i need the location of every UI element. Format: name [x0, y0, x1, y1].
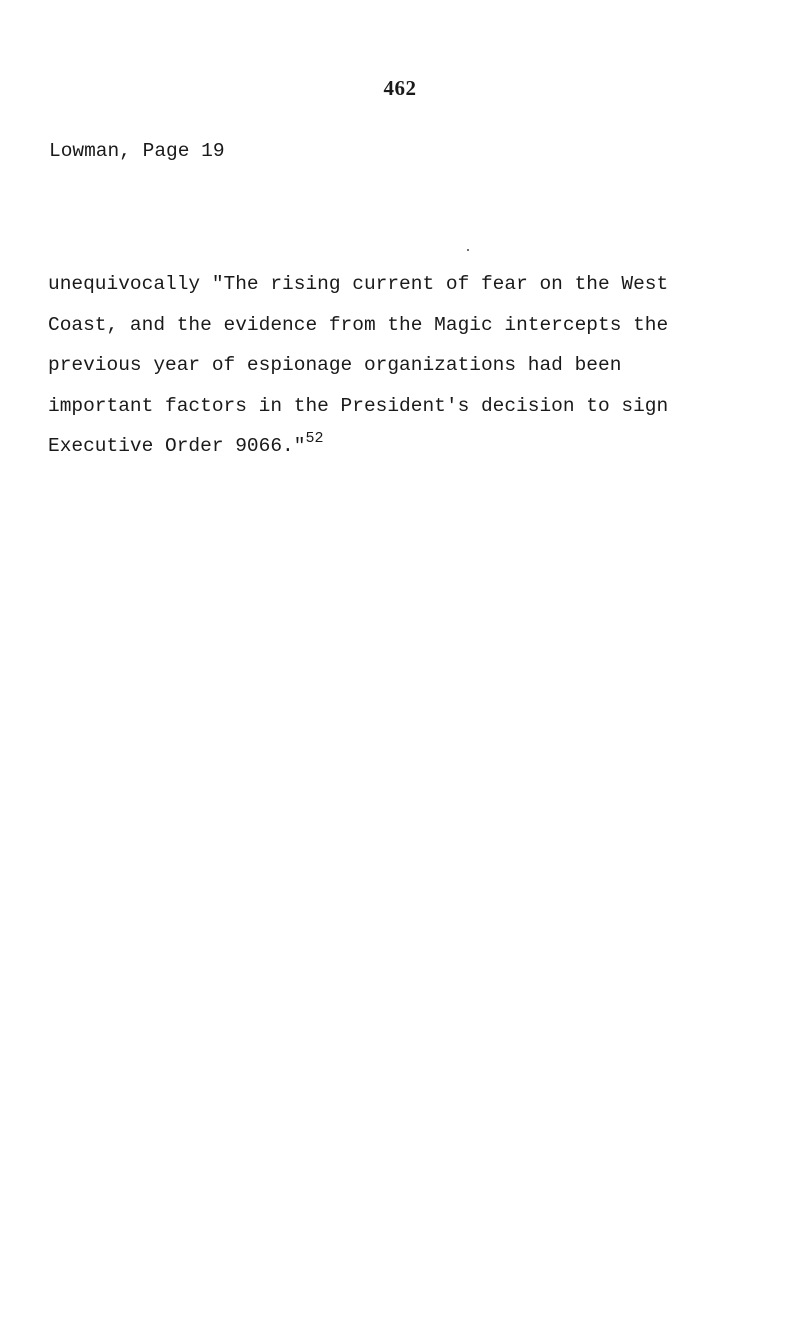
body-paragraph [48, 264, 748, 469]
text-line: important factors in the President's decision to sign [48, 394, 669, 417]
page-number: 462 [383, 76, 417, 100]
footnote-reference: 52 [305, 430, 324, 447]
scan-speck [467, 249, 469, 251]
text-line-last [48, 426, 748, 469]
text-line: Executive Order 9066." [48, 435, 306, 457]
text-line: previous year of espionage organizations had been [48, 354, 622, 376]
running-head: Lowman, Page 19 [49, 140, 225, 162]
text-line: unequivocally "The rising current of fear on the West [48, 273, 669, 295]
text-line: Coast, and the evidence from the Magic intercepts the [48, 313, 669, 336]
